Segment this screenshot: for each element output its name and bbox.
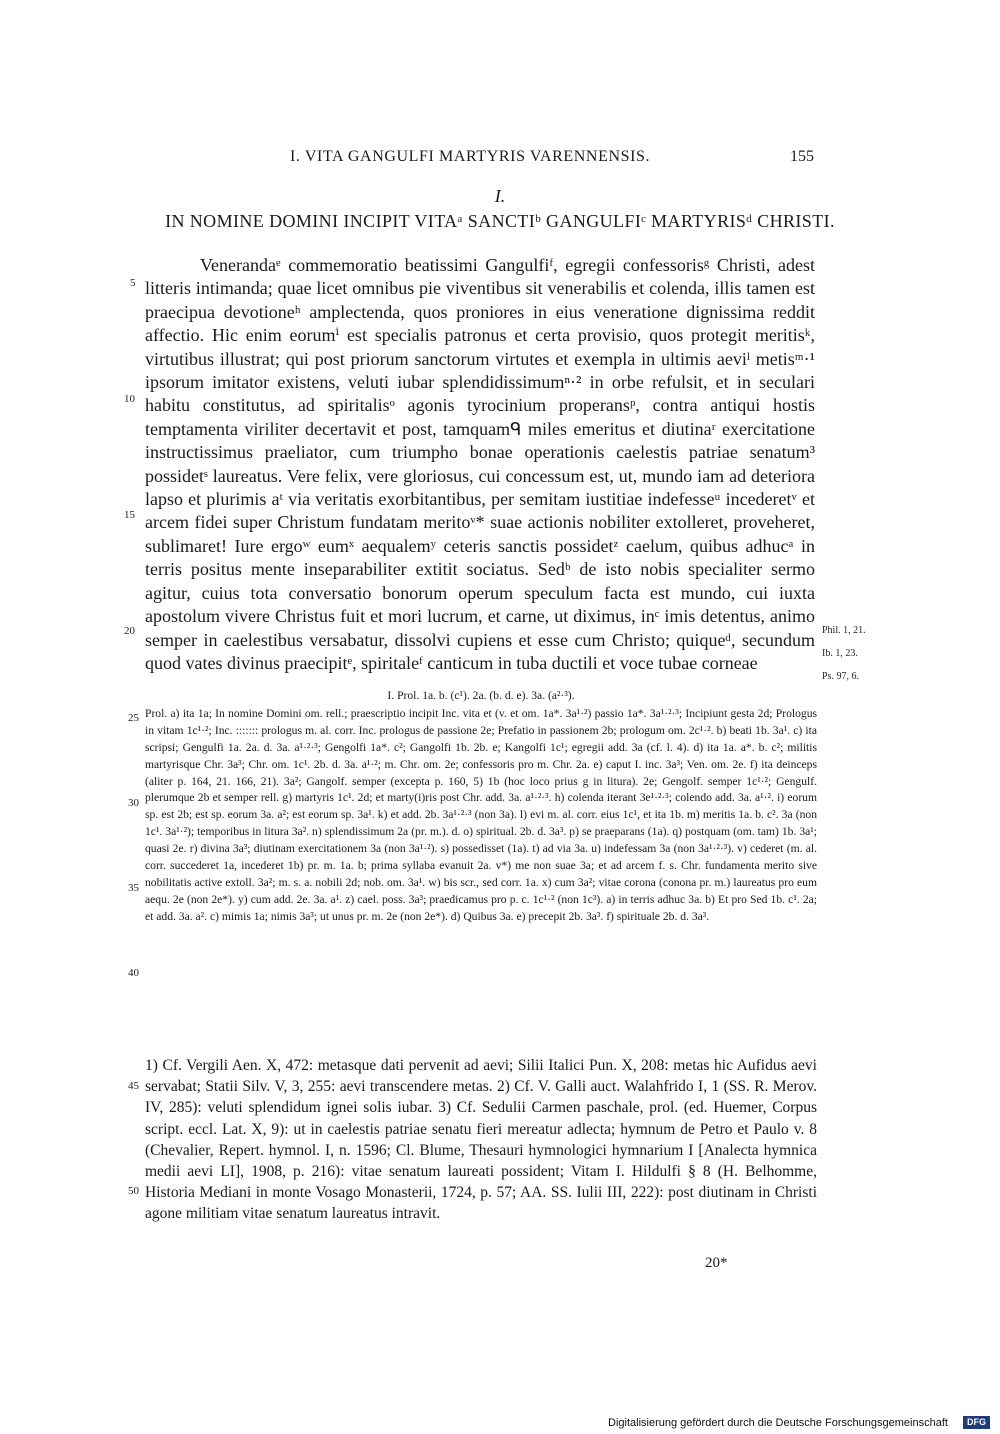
line-number: 15 [124,509,135,521]
section-number: I. [494,186,506,206]
line-number: 10 [124,393,135,405]
footnotes: 1) Cf. Vergili Aen. X, 472: metasque dati pervenit ad aevi; Silii Italici Pun. X, 208: metas hic Aufidus aevi servabat; Statii Silv. V, 3, 255: aevi transcendere metas. 2) Cf. V. Galli auct. Walahfrido I, 1 (SS. R. Merov. IV, 285): veluti splendidum ignei solis iubar. 3) Cf. Sedulii Carmen paschale, prol. (ed. Huemer, Corpus script. eccl. Lat. X, 9): ut in caelestis patriae senatu fieri mereatur adlecta; hymnum de Petro et Paulo v. 8 (Chevalier, Repert. hymnol. I, n. 1596; Cl. Blume, Thesauri hymnologici hymnarium I [Analecta hymnica medii aevi LI], 1908, p. 216): vitae senatum laureati possident; Vitam I. Hildulfi § 8 (H. Belhomme, Historia Mediani in monte Vosago Monasterii, 1724, p. 57; AA. SS. Iulii III, 222): post diutinam in Christi agone militiam vitae senatum laureatus intravit. [145,1057,817,1223]
apparatus-text: Prol. a) ita 1a; In nomine Domini om. rell.; praescriptio incipit Inc. vita et (v. et om. 1a*. 3a¹·²) passio 1a*. 3a¹·²·³; Incipiunt gesta 2d; Prologus in vitam 1c¹·²; Inc. ::::::: prologus m. al. corr. Inc. prologus de passione 2e; Prefatio in passionem 2b; prologum om. 2c¹·². b) beati 1b. 3a¹. c) ita scripsi; Gengulfi 1a. 2a. d. 3a. a¹·²·³; Gengolfi 1a*. c²; Gangolfi 1b. 2b. e; Kangolfi 1c¹; egregii add. 3a (cf. l. 4). d) ita 1a. a*. b. c²; militis martyrisque Chr. 3a³; Chr. om. 1c¹. 2b. d. 3a. a¹·²; m. Chr. om. 2e; confessoris pro m. Chr. 2a. e) caput I. inc. 3a³; Ven. om. 2e. f) ita deinceps (aliter p. 164, 21. 166, 21). 3a²; Gangolf. semper (excepta p. 160, 5) 1b (hoc loco prius g in litura). 2e; Gengolf. semper 1c¹·²; Gengulf. plerumque 2b et semper rell. g) martyris 1c¹. 2d; et marty(i)ris post Chr. add. 3a. a¹·²·³. h) colenda iterant 3e¹·²·³; colendo add. 3a. a¹·². i) eorum sp. est 2b; est sp. eorum 3a. a²; est eorum sp. 3a¹. k) et add. 2b. 3a¹·²·³ (non 3a). l) evi m. al. corr. eius 1c¹, et ita 1b. m) meritis 1a. b. c². 3a (non 1c¹. 3a¹·²); temporibus in litura 3a². n) splendissimum 2a (pr. m.). d. o) spiritual. 2b. d. 3a³. p) se praeparans (1a). q) postquam (om. tam) 1b. 3a¹; quasi 2e. r) divina 3a³; diutinam exercitationem 3a (non 3a¹·²). s) possedisset (1a). t) ad via 3a. u) indefessam 3a (non 3a¹·²·³). v) cederet (m. al. corr. succederet 1a, incederet 1b) pr. m. 1a. b; prima syllaba evanuit 2a. v*) me non suae 3a; et ad arcem f. s. Chr. fundamenta merito sive nobilitatis active extoll. 3a²; m. s. a. nobili 2d; nob. om. 3a¹. w) bis scr., sed corr. 1a. x) cum 3a²; vitae corona (conona pr. m.) laureatus pro eum aequ. 2e (non 2e*). y) cum add. 2e. 3a. a¹. z) cael. poss. 3a³; praedicamus pro p. c. 1c¹·² (non 1c³). a) in terris adhuc 3a. b) Et pro Sed 1b. c¹. 2a; et add. 3a. a². c) mimis 1a; nimis 3a³; ut unus pr. m. 2e (non 2e*). d) Quibus 3a. e) precepit 2b. 3a³. f) spirituale 2b. d. 3a³. [145,706,817,923]
digitization-credit: Digitalisierung gefördert durch die Deutsche Forschungsgemeinschaft [608,1417,948,1429]
page-number: 155 [790,148,814,165]
dfg-logo: DFG [963,1416,990,1429]
signature-mark: 20* [705,1255,728,1271]
line-number: 5 [130,277,136,289]
margin-reference: Ib. 1, 23. [822,648,858,659]
chapter-title: IN NOMINE DOMINI INCIPIT VITAᵃ SANCTIᵇ GANGULFIᶜ MARTYRISᵈ CHRISTI. [165,211,835,231]
critical-apparatus [145,688,817,926]
line-number: 20 [124,625,135,637]
line-number: 30 [128,797,139,809]
line-number: 25 [128,712,139,724]
line-number: 40 [128,967,139,979]
main-paragraph: Venerandaᵉ commemoratio beatissimi Gangulfiᶠ, egregii confessorisᵍ Christi, adest litteris intimanda; quae licet omnibus pie viventibus sit venerabilis et colenda, illis tamen est praecipua devotioneʰ amplectenda, quos proniores in eius veneratione dignissima reddit affectio. Hic enim eorumⁱ est specialis patronus et certa provisio, quos protegit meritisᵏ, virtutibus illustrat; qui post priorum sanctorum virtutes et exempla in ultimis aeviˡ metisᵐ·¹ ipsorum imitator existens, veluti iubar splendidissimumⁿ·² in orbe refulsit, et in seculari habitu constitutus, ad spiritalisᵒ agonis tyrocinium properansᵖ, contra antiqui hostis temptamenta viriliter decertavit et post, tamquamᑫ miles emeritus et diutinaʳ exercitatione instructissimus praeliator, cum triumpho bonae operationis caelestis patriae senatum³ possidetˢ laureatus. Vere felix, vere gloriosus, cui concessum est, ut, mundo iam ad deteriora lapso et plurimis aᵗ via veritatis exorbitantibus, per semitam iustitiae indefesseᵘ incederetᵛ et arcem fidei super Christum fundatam meritoᵛ* suae actionis nobiliter extolleret, proveheret, sublimaret! Iure ergoʷ eumˣ aequalemʸ ceteris sanctis possidetᶻ caelum, quibus adhucᵃ in terris positus mente inseparabiliter extitit sociatus. Sedᵇ de isto nobis specialiter sermo agitur, cuius tota conversatio bonorum operum speculum facta est mundo, cui iuxta apostolum vivere Christus fuit et mori lucrum, et carne, ut diximus, inᶜ imis detentus, animo semper in caelestibus versabatur, dissolvi cupiens et esse cum Christo; quiqueᵈ, secundum quod vates divinus praecipitᵉ, spiritaleᶠ canticum in tuba ductili et voce tubae corneae [145,255,815,673]
line-number: 45 [128,1080,139,1092]
margin-reference: Ps. 97, 6. [822,671,859,682]
line-number: 35 [128,882,139,894]
main-text [145,254,815,675]
line-number: 50 [128,1185,139,1197]
apparatus-head: I. Prol. 1a. b. (c¹). 2a. (b. d. e). 3a. (a²·³). [387,689,575,702]
running-head [0,148,1000,170]
running-head-title: I. VITA GANGULFI MARTYRIS VARENNENSIS. [290,148,651,165]
margin-reference: Phil. 1, 21. [822,625,866,636]
